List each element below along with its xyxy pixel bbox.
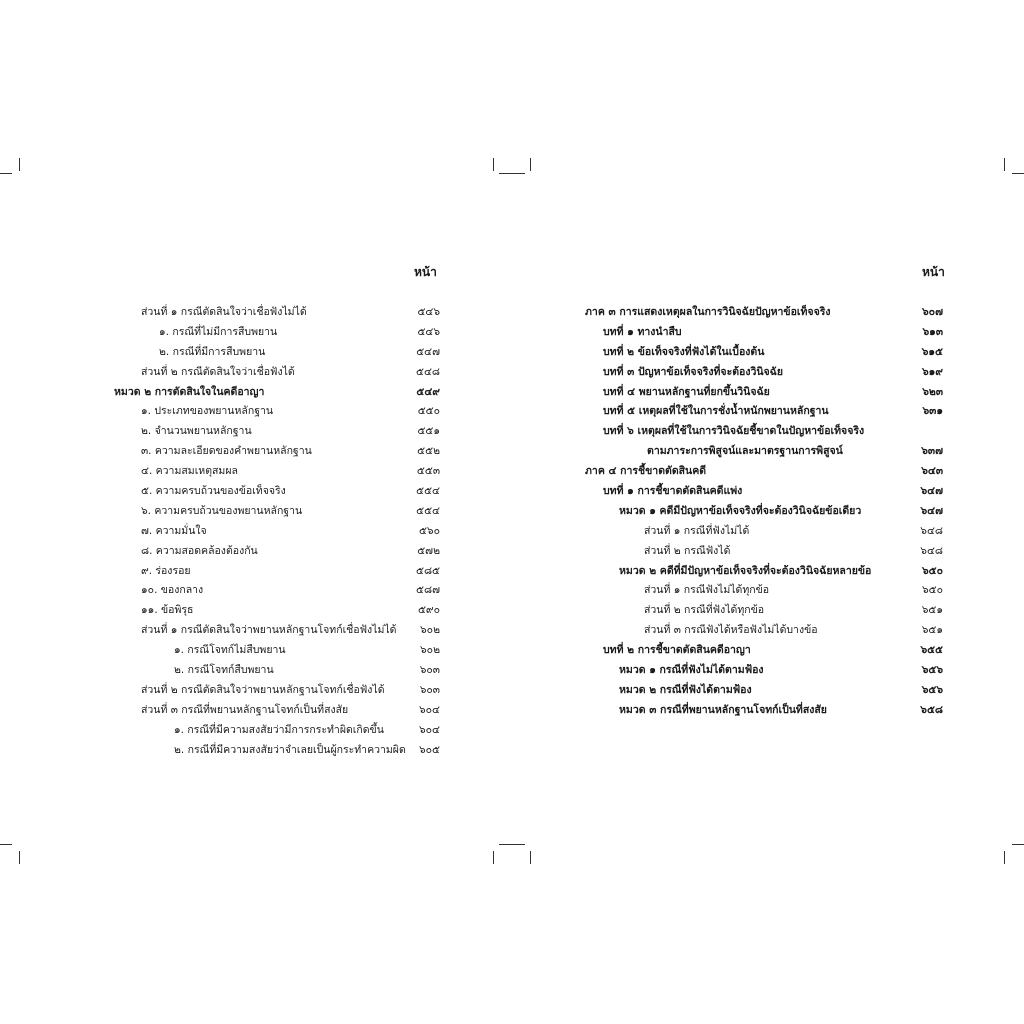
toc-entry [100,323,440,343]
toc-entry [580,621,943,641]
toc-entry-title: ๗. ความมั่นใจ [141,524,207,537]
toc-entry-page: ๖๕๘ [920,703,943,716]
toc-entry [100,562,440,582]
crop-mark [1012,844,1024,845]
toc-entry [100,661,440,681]
crop-mark [0,173,12,174]
toc-entry [580,681,943,701]
toc-entry-page: ๖๐๕ [418,743,440,756]
toc-entry-title: ส่วนที่ ๑ กรณีตัดสินใจว่าเชื่อฟังไม่ได้ [141,306,307,318]
toc-entry-title: ๓. ความละเอียดของคำพยานหลักฐาน [141,445,312,458]
toc-entry-title: หมวด ๓ กรณีที่พยานหลักฐานโจทก์เป็นที่สงสัย [619,703,827,716]
toc-entry-page: ๕๕๔ [416,504,440,517]
toc-entry [100,601,440,621]
toc-entry [580,522,943,542]
toc-entry-title: ๑. ประเภทของพยานหลักฐาน [141,405,274,418]
toc-entry-title: หมวด ๒ กรณีที่ฟังได้ตามฟ้อง [619,683,752,696]
toc-entry-title: หมวด ๑ กรณีที่ฟังไม่ได้ตามฟ้อง [619,664,764,677]
toc-entry-page: ๕๕๓ [416,465,440,478]
toc-entry [580,343,943,363]
toc-entry-page: ๖๐๓ [419,664,440,677]
toc-entry-page: ๕๕๒ [417,445,440,458]
toc-entry-title: ส่วนที่ ๑ กรณีตัดสินใจว่าพยานหลักฐานโจทก์เชื่อฟังไม่ได้ [141,624,397,637]
toc-entry-page: ๕๕๔ [416,485,440,498]
toc-entry-title: บทที่ ๒ การชี้ขาดตัดสินคดีอาญา [603,644,751,657]
toc-entry [580,701,943,721]
crop-mark [493,158,494,171]
toc-entry [100,363,440,383]
toc-entry [100,383,440,403]
crop-mark [1004,158,1005,171]
toc-entry-title: หมวด ๑ คดีมีปัญหาข้อเท็จจริงที่จะต้องวินิจฉัยข้อเดียว [619,504,862,517]
toc-entry-page: ๖๔๗ [920,485,943,498]
toc-entry [580,502,943,522]
toc-list [580,303,943,721]
toc-entry [100,701,440,721]
toc-entry-page: ๖๕๖ [921,664,943,677]
toc-entry-page: ๖๕๖ [921,683,943,696]
toc-entry-page: ๖๐๒ [420,644,440,657]
crop-mark [1012,173,1024,174]
toc-entry-title: บทที่ ๒ ข้อเท็จจริงที่ฟังได้ในเบื้องต้น [603,345,765,358]
toc-entry [100,303,440,323]
toc-entry-page: ๖๔๘ [920,544,943,557]
toc-entry-title: ส่วนที่ ๒ กรณีฟังได้ [644,544,731,557]
toc-entry-page: ๕๔๗ [416,345,440,358]
toc-entry [580,601,943,621]
toc-entry-page: ๖๑๙ [921,365,943,378]
toc-entry [100,681,440,701]
toc-entry-page: ๖๒๓ [922,385,943,398]
crop-mark [530,851,531,864]
toc-entry-page: ๕๗๒ [417,544,440,557]
toc-entry-page: ๖๕๐ [921,564,943,577]
toc-entry [100,462,440,482]
toc-entry-title: บทที่ ๓ ปัญหาข้อเท็จจริงที่จะต้องวินิจฉัย [603,365,783,378]
toc-entry [580,581,943,601]
crop-mark [499,844,525,845]
toc-entry [100,581,440,601]
toc-entry-page: ๖๓๗ [921,445,943,458]
toc-entry-title: ๒. กรณีที่มีความสงสัยว่าจำเลยเป็นผู้กระทำความผิด [174,743,406,756]
crop-mark [493,851,494,864]
toc-entry [580,303,943,323]
toc-entry [100,442,440,462]
toc-entry [580,442,943,462]
toc-entry [580,363,943,383]
toc-entry-title: ๑๑. ข้อพิรุธ [141,604,194,617]
toc-entry-title: ส่วนที่ ๒ กรณีตัดสินใจว่าเชื่อฟังได้ [141,365,295,378]
toc-entry-title: หมวด ๒ การตัดสินใจในคดีอาญา [114,385,265,398]
toc-entry-title: บทที่ ๔ พยานหลักฐานที่ยกขึ้นวินิจฉัย [603,385,770,398]
toc-entry-title: ๑. กรณีที่ไม่มีการสืบพยาน [159,325,278,338]
toc-entry-page: ๕๔๙ [416,385,440,398]
toc-entry-page: ๕๙๐ [417,604,440,617]
crop-mark [1004,851,1005,864]
toc-entry [100,482,440,502]
toc-entry [580,323,943,343]
toc-entry-page: ๕๔๘ [416,365,440,378]
toc-entry-title: ๑. กรณีที่มีความสงสัยว่ามีการกระทำผิดเกิดขึ้น [174,723,384,736]
toc-entry [100,522,440,542]
toc-entry [580,641,943,661]
toc-entry-title: ๔. ความสมเหตุสมผล [141,465,238,478]
toc-entry [580,661,943,681]
toc-entry-title: ส่วนที่ ๑ กรณีที่ฟังไม่ได้ [644,524,750,537]
toc-entry-page: ๖๕๑ [921,624,943,637]
toc-entry-title: ส่วนที่ ๓ กรณีฟังได้หรือฟังไม่ได้บางข้อ [644,624,818,637]
toc-entry [580,422,943,442]
toc-entry [100,741,440,761]
toc-entry-title: ๒. กรณีโจทก์สืบพยาน [174,664,274,677]
toc-entry-page: ๖๕๑ [921,604,943,617]
toc-entry-title: ส่วนที่ ๒ กรณีที่ฟังได้ทุกข้อ [644,604,765,617]
crop-mark [19,158,20,171]
toc-entry-title: ๒. กรณีที่มีการสืบพยาน [159,345,266,358]
toc-entry [580,462,943,482]
toc-entry-title: บทที่ ๕ เหตุผลที่ใช้ในการชั่งน้ำหนักพยานหลักฐาน [603,405,829,418]
toc-entry-page: ๖๐๔ [418,723,440,736]
toc-entry [580,402,943,422]
toc-entry-page: ๕๔๖ [417,325,440,338]
toc-entry [100,621,440,641]
toc-entry [100,641,440,661]
toc-entry-page: ๕๕๑ [417,425,440,438]
toc-entry-page: ๖๐๗ [922,306,943,318]
toc-entry-title: ภาค ๔ การชี้ขาดตัดสินคดี [585,465,707,478]
toc-entry-title: ๕. ความครบถ้วนของข้อเท็จจริง [141,485,286,498]
toc-entry [100,502,440,522]
toc-entry-page: ๕๘๗ [416,584,440,597]
crop-mark [499,173,525,174]
toc-entry [580,542,943,562]
toc-entry-title: บทที่ ๑ ทางนำสืบ [603,325,682,338]
crop-mark [19,851,20,864]
page-column-header: หน้า [414,265,437,279]
toc-entry-page: ๖๐๓ [419,683,440,696]
toc-entry-page: ๕๕๐ [417,405,440,418]
toc-list [100,303,440,760]
toc-entry-title: ๘. ความสอดคล้องต้องกัน [141,544,258,557]
toc-entry-page: ๖๔๘ [920,524,943,537]
toc-entry [100,402,440,422]
toc-entry [580,562,943,582]
toc-entry-page: ๖๕๕ [920,644,943,657]
toc-entry-page: ๖๕๐ [921,584,943,597]
toc-entry-title: ส่วนที่ ๑ กรณีฟังไม่ได้ทุกข้อ [644,584,770,597]
toc-entry-title: ตามภาระการพิสูจน์และมาตรฐานการพิสูจน์ [647,445,843,458]
toc-entry-page: ๖๐๔ [418,703,440,716]
toc-entry-title: บทที่ ๖ เหตุผลที่ใช้ในการวินิจฉัยชี้ขาดในปัญหาข้อเท็จจริง [603,425,865,438]
toc-entry [100,343,440,363]
toc-entry [100,422,440,442]
toc-entry-page: ๕๖๐ [418,524,440,537]
toc-entry-title: ๒. จำนวนพยานหลักฐาน [141,425,252,438]
toc-entry-title: ๙. ร่องรอย [141,564,191,577]
toc-entry [100,721,440,741]
toc-entry-page: ๖๐๒ [420,624,440,637]
toc-entry [580,383,943,403]
page-column-header: หน้า [922,265,945,279]
toc-entry-title: ส่วนที่ ๒ กรณีตัดสินใจว่าพยานหลักฐานโจทก์เชื่อฟังได้ [141,683,385,696]
crop-mark [530,158,531,171]
toc-entry-page: ๖๑๓ [922,325,943,338]
toc-entry-page: ๕๘๕ [416,564,440,577]
toc-entry [580,482,943,502]
toc-entry [100,542,440,562]
toc-entry-title: ส่วนที่ ๓ กรณีที่พยานหลักฐานโจทก์เป็นที่สงสัย [141,703,349,716]
toc-entry-title: บทที่ ๑ การชี้ขาดตัดสินคดีแพ่ง [603,485,743,498]
toc-entry-page: ๖๔๗ [920,504,943,517]
toc-entry-page: ๖๔๓ [921,465,943,478]
toc-entry-page: ๖๓๑ [922,405,943,418]
toc-entry-title: ๑๐. ของกลาง [141,584,204,597]
toc-entry-title: ภาค ๓ การแสดงเหตุผลในการวินิจฉัยปัญหาข้อเท็จจริง [585,306,831,318]
crop-mark [0,844,12,845]
toc-entry-title: ๑. กรณีโจทก์ไม่สืบพยาน [174,644,286,657]
toc-entry-page: ๖๑๕ [921,345,943,358]
toc-entry-title: ๖. ความครบถ้วนของพยานหลักฐาน [141,504,303,517]
toc-entry-page: ๕๔๖ [417,306,440,318]
toc-entry-title: หมวด ๒ คดีที่มีปัญหาข้อเท็จจริงที่จะต้องวินิจฉัยหลายข้อ [619,564,872,577]
